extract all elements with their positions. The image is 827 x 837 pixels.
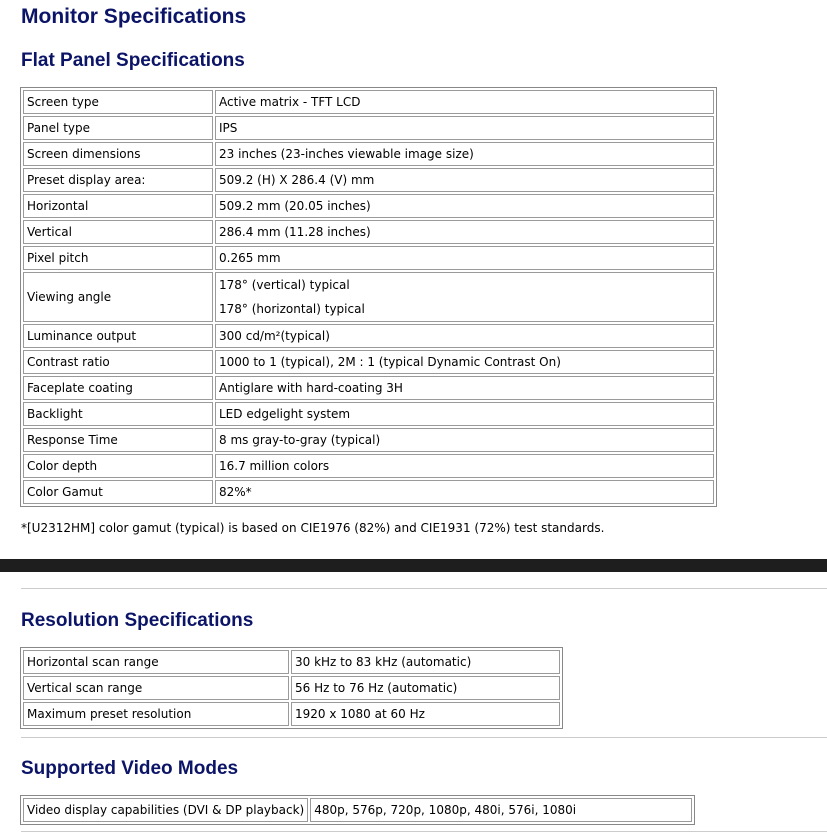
table-row <box>23 90 714 114</box>
table-row <box>23 350 714 374</box>
spec-label: Backlight <box>23 402 213 426</box>
spec-value: 300 cd/m²(typical) <box>215 324 714 348</box>
spec-label: Response Time <box>23 428 213 452</box>
table-row <box>23 324 714 348</box>
spec-value: 286.4 mm (11.28 inches) <box>215 220 714 244</box>
spec-value: LED edgelight system <box>215 402 714 426</box>
table-row <box>23 402 714 426</box>
spec-value: 480p, 576p, 720p, 1080p, 480i, 576i, 1080i <box>310 798 692 822</box>
resolution-title: Resolution Specifications <box>21 610 254 631</box>
spec-label: Vertical scan range <box>23 676 289 700</box>
spec-value: 509.2 mm (20.05 inches) <box>215 194 714 218</box>
spec-value: IPS <box>215 116 714 140</box>
table-row <box>23 246 714 270</box>
spec-value: 0.265 mm <box>215 246 714 270</box>
spec-value: 1000 to 1 (typical), 2M : 1 (typical Dynamic Contrast On) <box>215 350 714 374</box>
spec-value: 509.2 (H) X 286.4 (V) mm <box>215 168 714 192</box>
spec-value: Active matrix - TFT LCD <box>215 90 714 114</box>
table-row <box>23 194 714 218</box>
table-row <box>23 454 714 478</box>
video-modes-table <box>20 795 695 825</box>
spec-label: Color Gamut <box>23 480 213 504</box>
resolution-table <box>20 647 563 729</box>
video-modes-title: Supported Video Modes <box>21 758 239 779</box>
table-row <box>23 702 560 726</box>
table-row <box>23 116 714 140</box>
spec-value: 23 inches (23-inches viewable image size) <box>215 142 714 166</box>
spec-label: Color depth <box>23 454 213 478</box>
table-row <box>23 428 714 452</box>
spec-label: Preset display area: <box>23 168 213 192</box>
table-row <box>23 798 692 822</box>
section-divider-band <box>0 559 827 572</box>
flat-panel-title: Flat Panel Specifications <box>21 50 245 71</box>
spec-label: Luminance output <box>23 324 213 348</box>
table-row <box>23 142 714 166</box>
spec-value: 8 ms gray-to-gray (typical) <box>215 428 714 452</box>
spec-label: Horizontal scan range <box>23 650 289 674</box>
spec-value-line: 178° (vertical) typical <box>219 278 350 292</box>
spec-label: Faceplate coating <box>23 376 213 400</box>
spec-value: 30 kHz to 83 kHz (automatic) <box>291 650 560 674</box>
color-gamut-footnote: *[U2312HM] color gamut (typical) is based on CIE1976 (82%) and CIE1931 (72%) test standards. <box>21 521 605 535</box>
table-row <box>23 168 714 192</box>
spec-label: Screen dimensions <box>23 142 213 166</box>
spec-label: Viewing angle <box>23 272 213 322</box>
page-title: Monitor Specifications <box>21 5 247 28</box>
table-row <box>23 676 560 700</box>
table-row <box>23 376 714 400</box>
table-row <box>23 272 714 322</box>
spec-label: Horizontal <box>23 194 213 218</box>
table-row <box>23 650 560 674</box>
divider <box>21 588 827 589</box>
spec-value: 82%* <box>215 480 714 504</box>
divider <box>21 737 827 738</box>
spec-value <box>215 272 714 322</box>
table-row <box>23 220 714 244</box>
spec-label: Screen type <box>23 90 213 114</box>
spec-label: Pixel pitch <box>23 246 213 270</box>
flat-panel-table <box>20 87 717 507</box>
spec-label: Contrast ratio <box>23 350 213 374</box>
divider <box>21 831 827 832</box>
spec-value-line: 178° (horizontal) typical <box>219 302 365 316</box>
spec-label: Maximum preset resolution <box>23 702 289 726</box>
spec-label: Panel type <box>23 116 213 140</box>
spec-value: Antiglare with hard-coating 3H <box>215 376 714 400</box>
spec-value: 16.7 million colors <box>215 454 714 478</box>
table-row <box>23 480 714 504</box>
spec-value: 56 Hz to 76 Hz (automatic) <box>291 676 560 700</box>
spec-label: Vertical <box>23 220 213 244</box>
spec-value: 1920 x 1080 at 60 Hz <box>291 702 560 726</box>
spec-label: Video display capabilities (DVI & DP playback) <box>23 798 308 822</box>
